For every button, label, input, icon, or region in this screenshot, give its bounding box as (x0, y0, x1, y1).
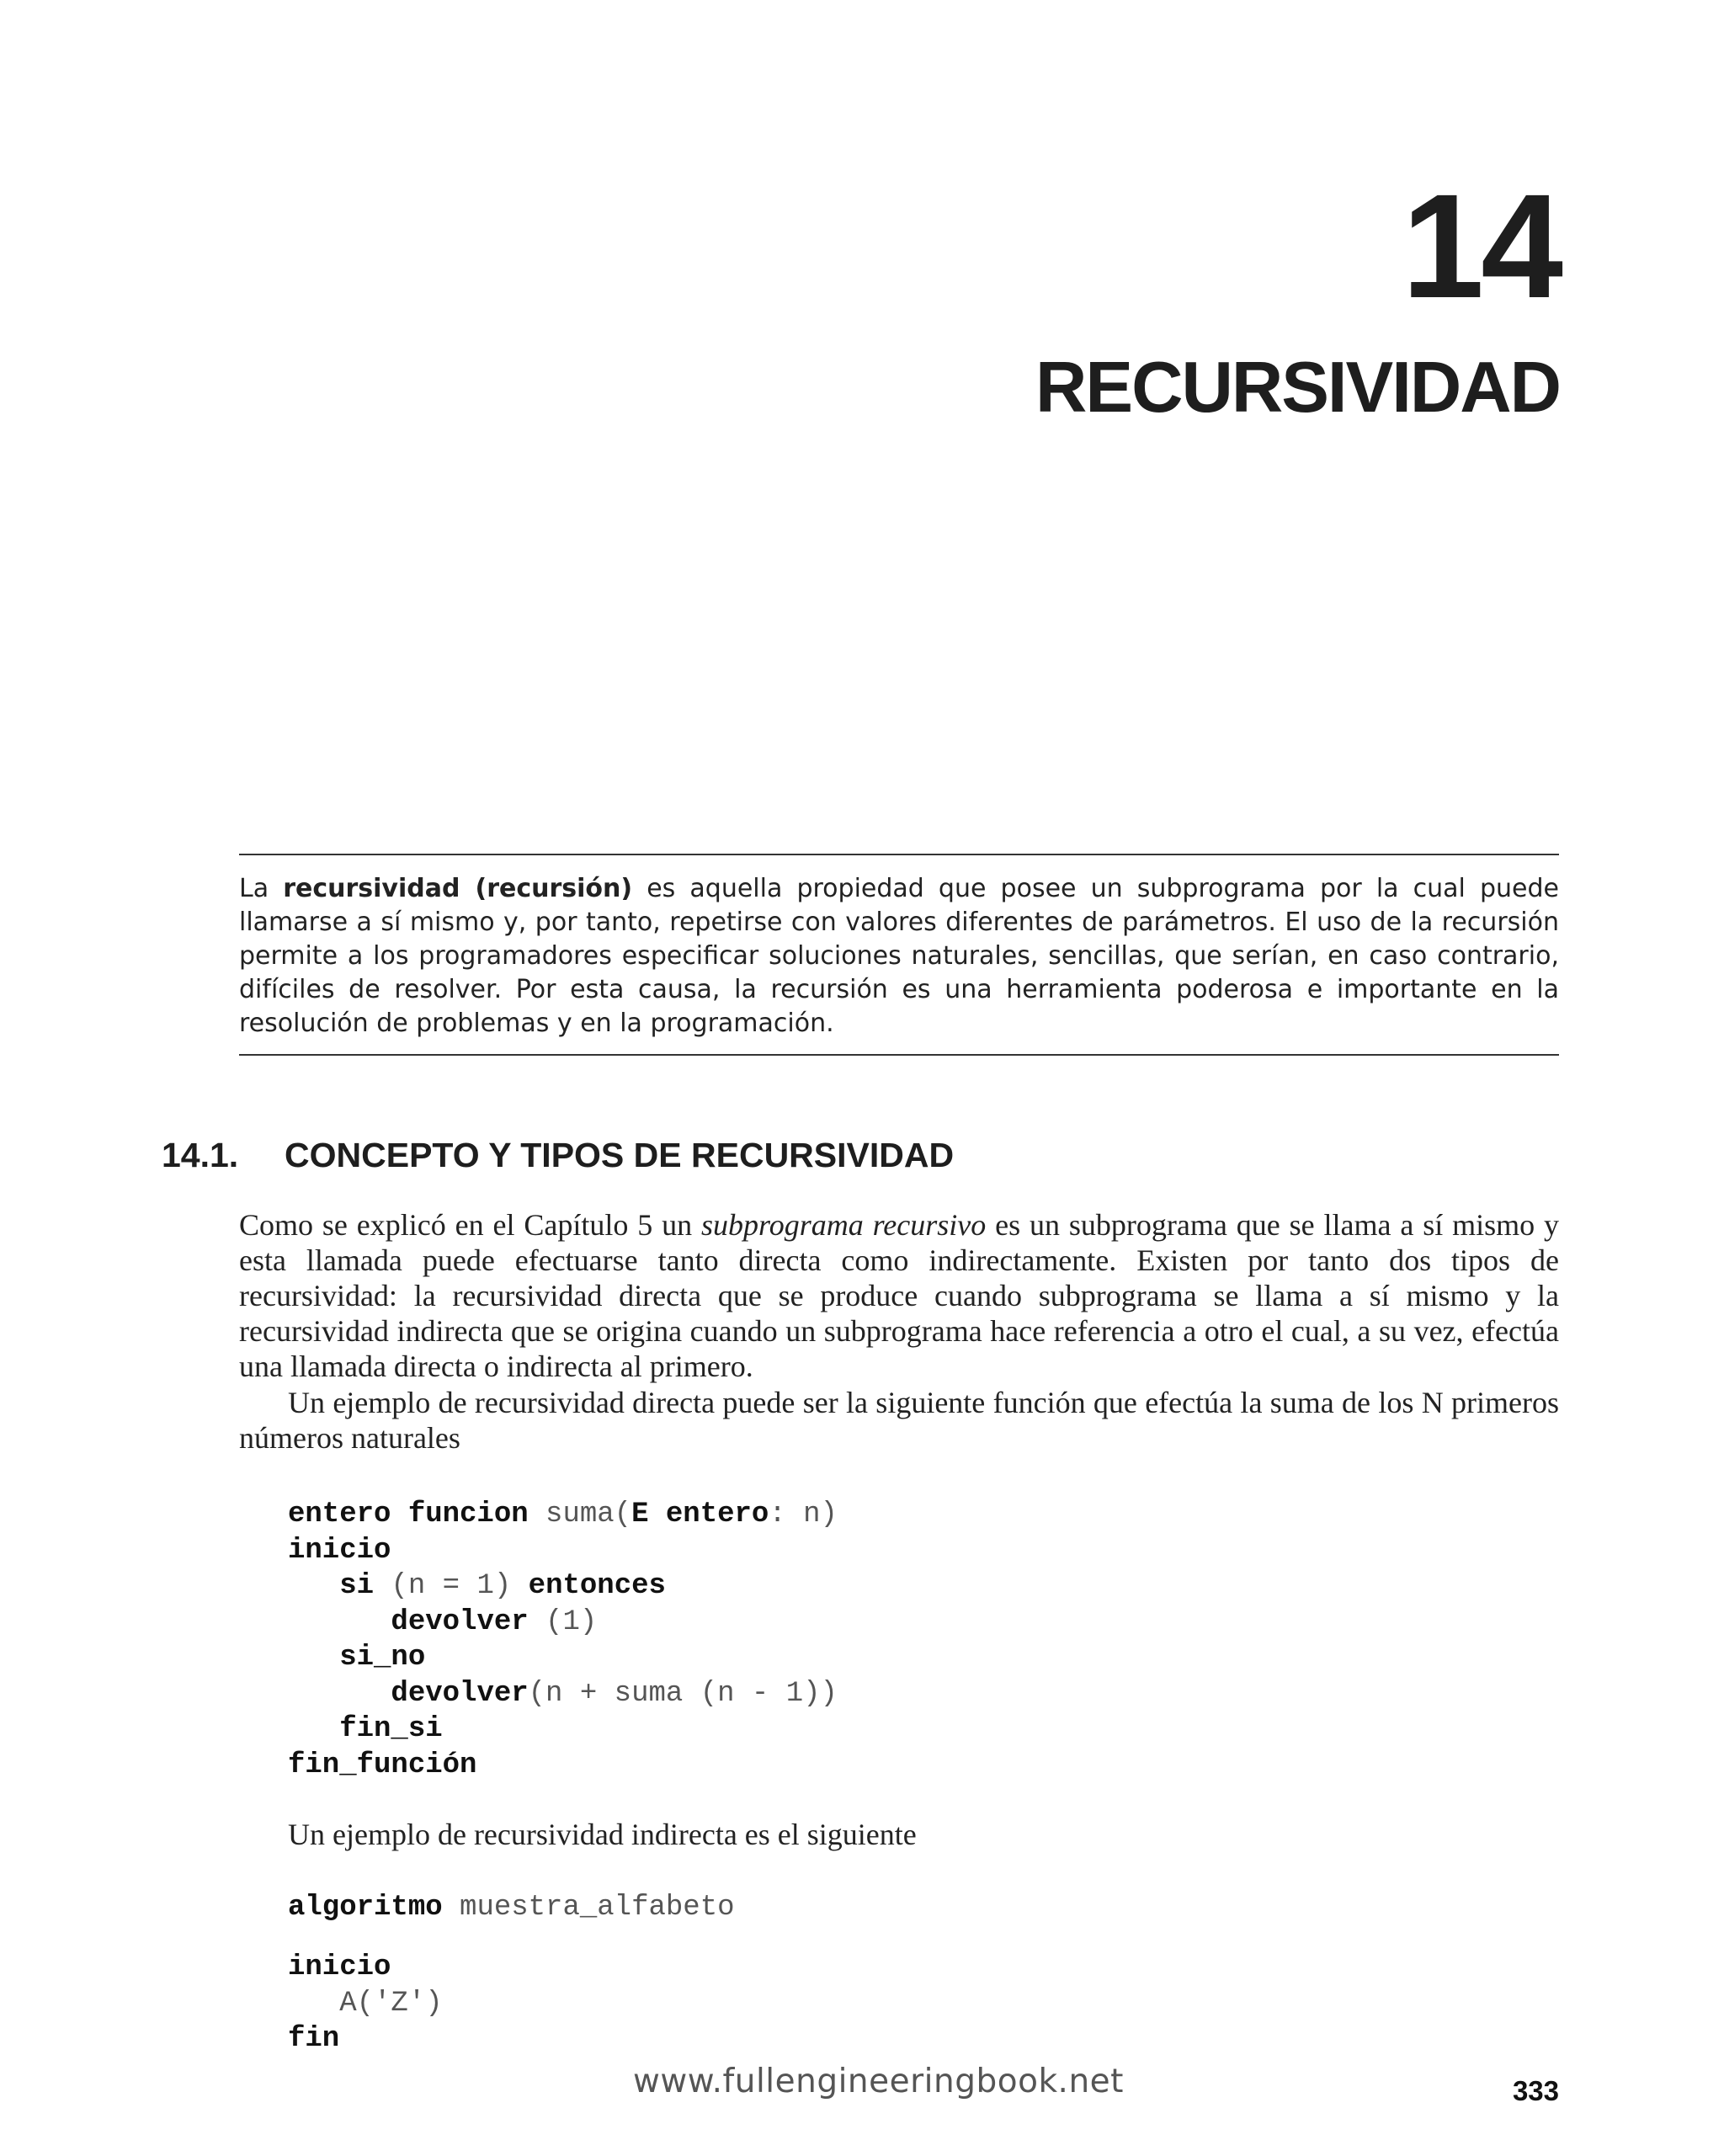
code-text: (1) (528, 1605, 598, 1638)
section-heading (162, 1138, 954, 1173)
code-text: A('Z') (339, 1987, 443, 2020)
abstract-prefix: La (239, 874, 284, 903)
code-keyword: devolver (391, 1677, 529, 1710)
paragraph-indirect-example: Un ejemplo de recursividad indirecta es el siguiente (288, 1818, 917, 1851)
code-keyword: si (339, 1570, 375, 1602)
abstract-body: es aquella propiedad que posee un subprograma por la cual puede llamarse a sí mismo y, por tanto, repetirse con valores diferentes de parámetros. El uso de la recursión permite a los programadores especificar soluciones naturales, sencillas, que serían, en caso contrario, difíciles de resolver. Por esta causa, la recursión es una herramienta poderosa e importante en la resolución de problemas y en la programación. (239, 874, 1559, 1038)
code-keyword: E entero (631, 1499, 769, 1530)
page-number: 333 (1512, 2075, 1559, 2106)
paragraph-intro-start: Como se explicó en el Capítulo 5 un (239, 1208, 702, 1242)
code-block-alfabeto-body (288, 1950, 443, 2058)
paragraph-direct-example (239, 1385, 1559, 1456)
footer-watermark-url: www.fullengineeringbook.net (633, 2063, 1124, 2100)
chapter-number: 14 (1402, 164, 1560, 329)
code-keyword: fin_función (288, 1749, 477, 1781)
code-text: muestra_alfabeto (442, 1892, 735, 1924)
code-text: suma( (528, 1499, 632, 1530)
code-keyword: inicio (288, 1951, 391, 1983)
code-keyword: devolver (391, 1605, 529, 1638)
code-block-suma (288, 1497, 838, 1783)
code-keyword: entonces (528, 1570, 666, 1602)
code-text: : n) (769, 1499, 838, 1530)
code-text: (n = 1) (374, 1570, 529, 1602)
abstract-text (239, 872, 1559, 1041)
abstract-term: recursividad (recursión) (283, 874, 633, 903)
code-keyword: si_no (339, 1642, 426, 1674)
paragraph-direct-example-text: Un ejemplo de recursividad directa puede ser la siguiente función que efectúa la suma de los N primeros números naturales (239, 1386, 1559, 1455)
code-keyword: fin (288, 2023, 340, 2055)
section-title: CONCEPTO Y TIPOS DE RECURSIVIDAD (285, 1136, 955, 1174)
chapter-abstract (239, 854, 1559, 1056)
code-text: (n + suma (n - 1)) (528, 1677, 838, 1710)
chapter-title: RECURSIVIDAD (1035, 348, 1560, 428)
code-keyword: fin_si (339, 1713, 443, 1745)
code-keyword: algoritmo (288, 1892, 443, 1924)
paragraph-intro-end: es un subprograma que se llama a sí mismo y esta llamada puede efectuarse tanto directa como indirectamente. Existen por tanto dos tipos de recursividad: la recursividad directa que se produce cuando subprograma se llama a sí mismo y la recursividad indirecta que se origina cuando un subprograma hace referencia a otro el cual, a su vez, efectúa una llamada directa o indirecta al primero. (239, 1208, 1560, 1383)
paragraph-intro-italic: subprograma recursivo (701, 1208, 987, 1242)
code-keyword: entero funcion (288, 1499, 529, 1530)
section-number: 14.1. (162, 1136, 239, 1174)
code-keyword: inicio (288, 1534, 391, 1567)
code-block-alfabeto-header (288, 1890, 735, 1926)
paragraph-intro (239, 1207, 1559, 1384)
